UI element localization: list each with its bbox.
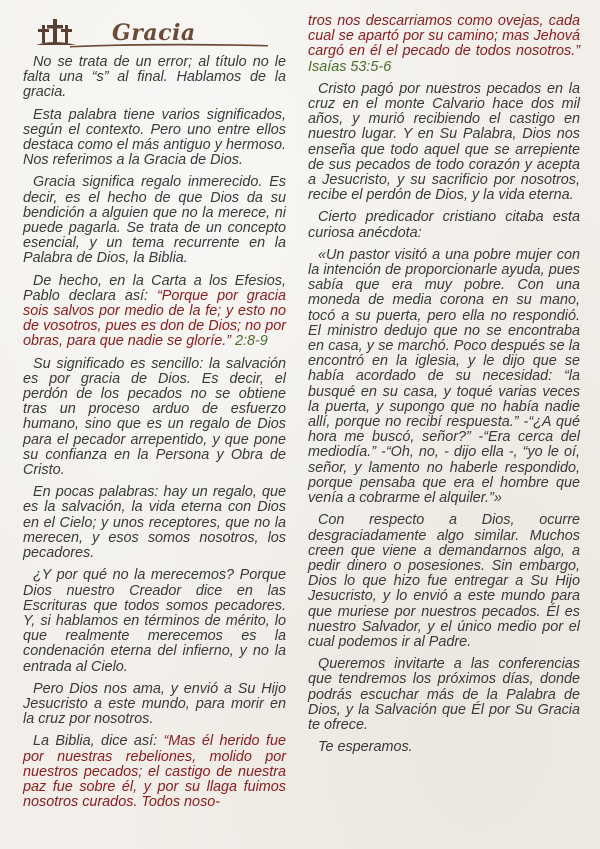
page-title: Gracia [112,20,196,46]
paragraph: Queremos invitarte a las conferencias que tendremos los próximos días, donde podrás escuchar más de la Palabra de Dios, y la Salvación que Él por Su Gracia te ofrece. [308,656,580,733]
paragraph-isaias [23,734,286,810]
paragraph: En pocas palabras: hay un regalo, que es la salvación, la vida eterna con Dios en el Cielo; y unos receptores, que no la merecen, y esos somos nosotros, los pecadores. [23,484,286,562]
paragraph: No se trata de un error; al título no le falta una “s” al final. Hablamos de la gracia. [23,54,286,101]
paragraph-isaias-cont [308,14,580,75]
paragraph: Con respecto a Dios, ocurre desgraciadamente algo similar. Muchos creen que viene a demandarnos algo, a pedir dinero o posesiones. Sin embargo, Dios lo que hizo fue entregar a Su Hijo Jesucristo, y lo envió a este mundo para que muriese por nuestros pecados. Él es nuestro Salvador, y el único medio por el cual podemos ir al Padre. [308,512,580,650]
paragraph: Su significado es sencillo: la salvación es por gracia de Dios. Es decir, el perdón de los pecados no se obtiene tras un proceso arduo de esfuerzo humano, sino que es un regalo de Dios para el pecador arrepentido, y que pone su confianza en la Persona y Obra de Cristo. [23,355,286,479]
paragraph: Esta palabra tiene varios significados, según el contexto. Pero uno entre ellos destaca como el más antiguo y hermoso. Nos referimos a la Gracia de Dios. [23,106,286,169]
paragraph-intro: La Biblia, dice así: [33,733,164,750]
paragraph: Cierto predicador cristiano citaba esta curiosa anécdota: [308,209,580,241]
header [36,15,271,51]
bible-reference: Isaías 53:5-6 [308,58,392,75]
left-column [23,55,286,817]
right-column [308,14,580,762]
anecdote: «Un pastor visitó a una pobre mujer con la intención de proporcionarle ayuda, pues sabía que era muy pobre. Con una moneda de media corona en su mano, tocó a su puerta, pero ella no respondió. El ministro dedujo que no se encontraba en casa, y se marchó. Poco después se la encontró en la iglesia, y le dijo que se había acordado de su necesidad: “la busqué en su casa, y toqué varias veces la puerta, y supongo que no había nadie allí, porque no recibí respuesta.” -“¿A qué hora me buscó, señor?” -“Era cerca del mediodía.” -“Oh, no, - dijo ella -, “yo le oí, señor, y lamento no haberle respondido, porque pensaba que era el hombre que venía a cobrarme el alquiler.”» [308,246,580,507]
bible-quote: tros nos descarriamos como ovejas, cada cual se apartó por su camino; mas Jehová cargó en él el pecado de todos nosotros.” [308,13,580,60]
bible-quote: “Porque por gracia sois salvos por medio de la fe; y esto no de vosotros, pues es don de Dios; no por obras, para que nadie se gloríe.” [23,287,286,350]
bible-reference: 2:8-9 [235,333,268,350]
closing-line: Te esperamos. [318,739,413,756]
paragraph: Pero Dios nos ama, y envió a Su Hijo Jesucristo a este mundo, para morir en la cruz por nosotros. [23,680,286,728]
paragraph: Cristo pagó por nuestros pecados en la cruz en el monte Calvario hace dos mil años, y murió recibiendo el castigo en nuestro lugar. Y en Su Palabra, Dios nos enseña que todo aquel que se arrepiente de sus pecados de todo corazón y acepta a Jesucristo, y su sacrificio por nosotros, recibe el perdón de Dios, y la vida eterna. [308,80,580,204]
paragraph-intro: De hecho, en la Carta a los Efesios, Pablo declara así: [23,272,286,304]
paragraph: ¿Y por qué no la merecemos? Porque Dios nuestro Creador dice en las Escrituras que todos somos pecadores. Y, si hablamos en términos de mérito, lo que realmente merecemos es la condenación eterna del infierno, y no la entrada al Cielo. [23,567,286,675]
paragraph-efesios [23,274,286,350]
paragraph: Gracia significa regalo inmerecido. Es decir, es el hecho de que Dios da su bendición a alguien que no la merece, ni puede pagarla. Se trata de un concepto esencial, y un tema recurrente en la Palabra de Dios, la Biblia. [23,174,286,267]
bible-quote: “Mas él herido fue por nuestras rebeliones, molido por nuestros pecados; el castigo de nuestra paz fue sobre él, y por su llaga fuimos nosotros curados. Todos noso- [23,733,286,811]
